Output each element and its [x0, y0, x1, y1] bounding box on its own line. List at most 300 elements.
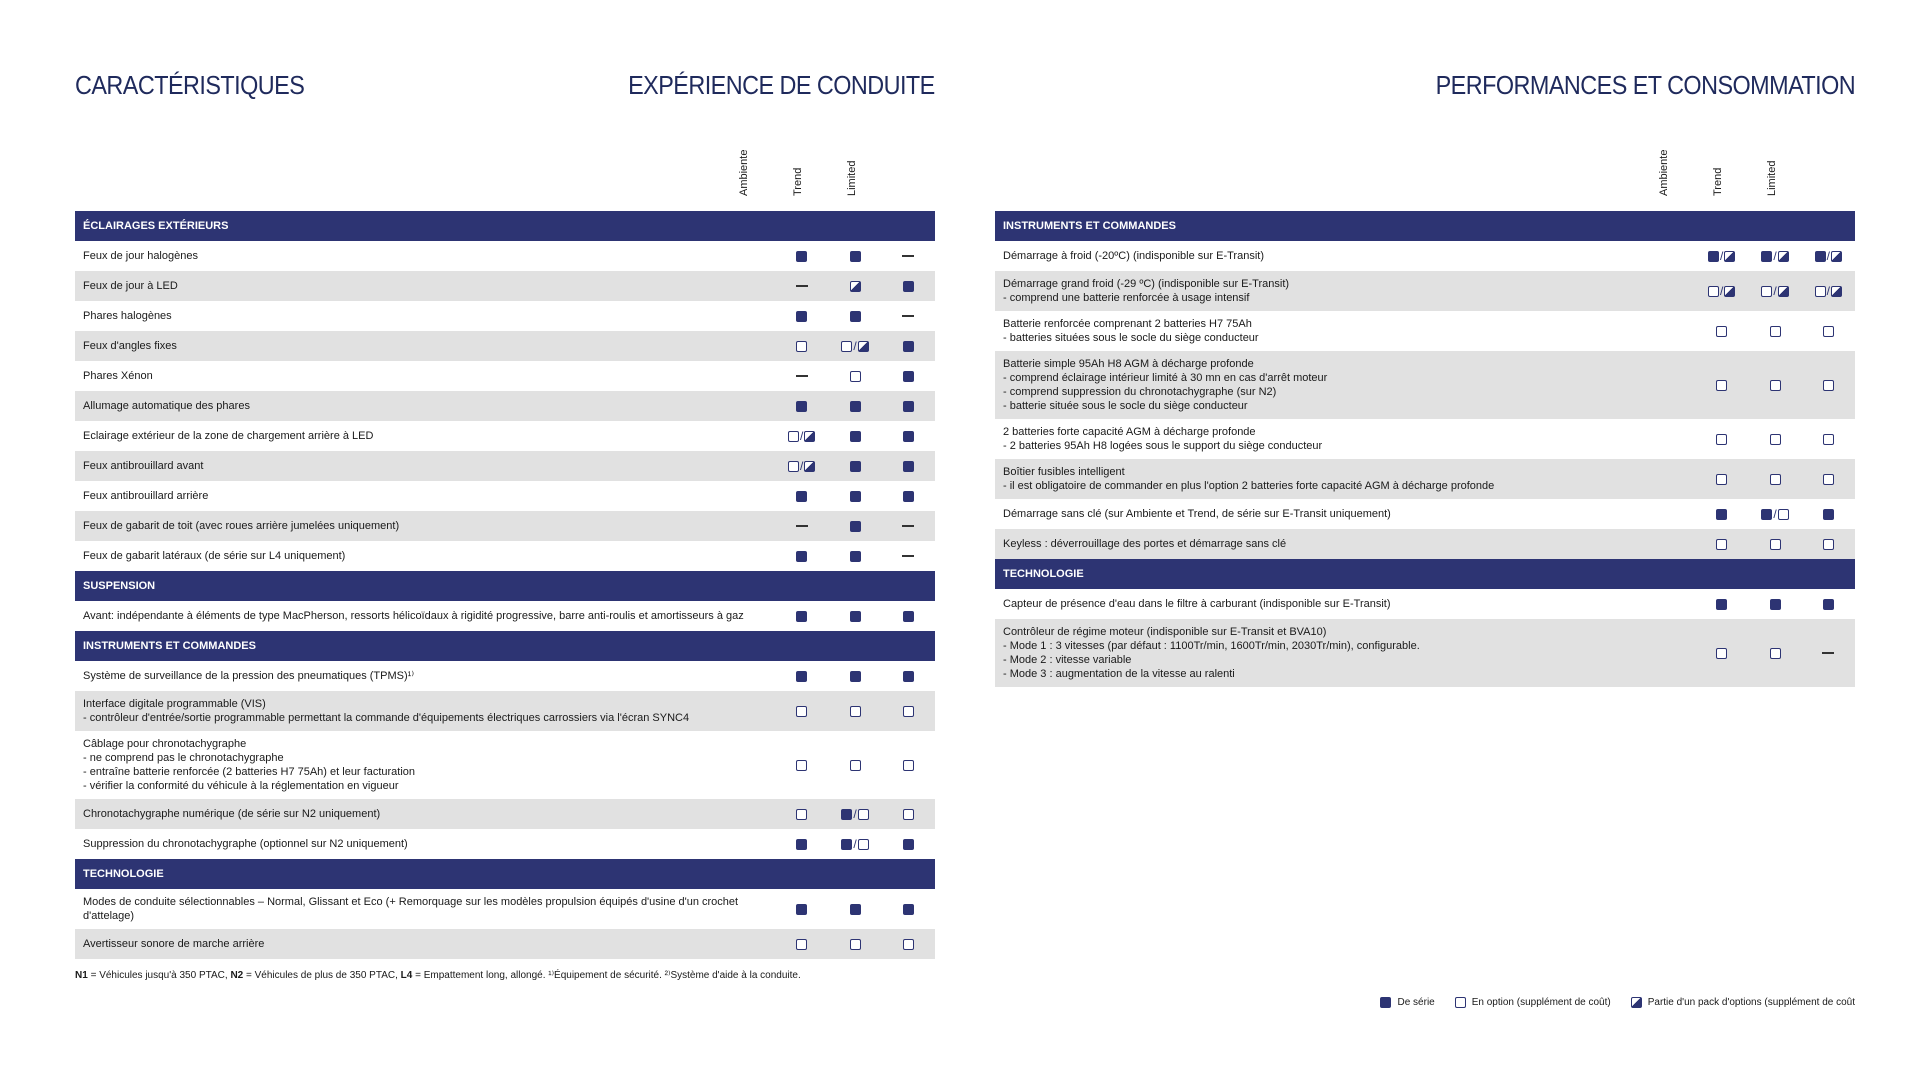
availability-cell: [775, 671, 828, 682]
availability-cells: [775, 706, 935, 717]
standard-square-icon: [1716, 509, 1727, 520]
availability-cell: [775, 281, 828, 292]
column-header-ambiente: Ambiente: [738, 149, 750, 196]
section-header: [75, 571, 935, 601]
availability-cell: [1695, 474, 1748, 485]
section-header: [995, 211, 1855, 241]
feature-label: Allumage automatique des phares: [83, 400, 250, 412]
availability-cell: [882, 339, 935, 353]
option-square-icon: [796, 760, 807, 771]
not-available-dash-icon: [1822, 652, 1834, 654]
table-row: [75, 541, 935, 571]
availability-cell: [882, 401, 935, 412]
availability-cells: [1695, 507, 1855, 521]
option-square-icon: [1823, 326, 1834, 337]
table-row: [995, 529, 1855, 559]
feature-label: Câblage pour chronotachygraphe - ne comprend pas le chronotachygraphe - entraîne batterie renforcée (2 batteries H7 75Ah) et leur facturation - vérifier la conformité du véhicule à la réglementation en vigueur: [83, 738, 416, 792]
standard-square-icon: [850, 251, 861, 262]
feature-label: Feux antibrouillard avant: [83, 460, 204, 472]
option-square-icon: [796, 809, 807, 820]
not-available-dash-icon: [796, 375, 808, 377]
feature-label: Démarrage grand froid (-29 ºC) (indisponible sur E-Transit) - comprend une batterie renforcée à usage intensif: [1003, 278, 1290, 304]
table-row: [75, 829, 935, 859]
slash-separator: /: [1720, 249, 1724, 263]
standard-square-icon: [850, 611, 861, 622]
availability-cell: [828, 807, 881, 821]
slash-separator: /: [1720, 284, 1724, 298]
availability-cell: [882, 551, 935, 562]
section-header: [75, 859, 935, 889]
table-row: [995, 271, 1855, 311]
standard-square-icon: [903, 401, 914, 412]
availability-cell: [1802, 284, 1855, 298]
availability-cell: [1695, 599, 1748, 610]
standard-square-icon: [796, 904, 807, 915]
standard-square-icon: [841, 809, 852, 820]
standard-square-icon: [796, 251, 807, 262]
availability-cells: [775, 371, 935, 382]
standard-square-icon: [903, 341, 914, 352]
pack-square-icon: [804, 431, 815, 442]
option-square-icon: [1708, 286, 1719, 297]
pack-square-icon: [1724, 286, 1735, 297]
slash-separator: /: [853, 837, 857, 851]
standard-square-icon: [1815, 251, 1826, 262]
standard-square-icon: [850, 521, 861, 532]
availability-cells: [775, 611, 935, 622]
pack-square-icon: [1831, 286, 1842, 297]
column-header-limited: Limited: [846, 160, 858, 196]
standard-square-icon: [1761, 251, 1772, 262]
column-headers: [995, 150, 1855, 208]
feature-label: Batterie renforcée comprenant 2 batteries H7 75Ah - batteries situées sous le socle du siège conducteur: [1003, 318, 1259, 344]
slash-separator: /: [1773, 284, 1777, 298]
option-square-icon: [796, 939, 807, 950]
feature-label: Feux de jour halogènes: [83, 250, 198, 262]
availability-cell: [882, 939, 935, 950]
table-row: [75, 929, 935, 959]
availability-cell: [882, 807, 935, 821]
standard-square-icon: [850, 671, 861, 682]
standard-square-icon: [796, 611, 807, 622]
availability-cell: [1802, 474, 1855, 485]
table-row: [995, 589, 1855, 619]
standard-square-icon: [903, 839, 914, 850]
option-square-icon: [1770, 380, 1781, 391]
availability-cell: [828, 671, 881, 682]
availability-cells: [775, 939, 935, 950]
availability-cell: [1695, 434, 1748, 445]
availability-cell: [1748, 539, 1801, 550]
availability-cell: [775, 339, 828, 353]
availability-cell: [1695, 326, 1748, 337]
availability-cell: [828, 429, 881, 443]
slash-separator: /: [800, 429, 804, 443]
availability-cell: [828, 837, 881, 851]
availability-cell: [775, 429, 828, 443]
option-square-icon: [1716, 539, 1727, 550]
table-row: [75, 889, 935, 929]
standard-square-icon: [850, 461, 861, 472]
table-row: [75, 421, 935, 451]
table-row: [75, 241, 935, 271]
availability-cell: [882, 706, 935, 717]
availability-cell: [882, 671, 935, 682]
availability-cell: [882, 521, 935, 532]
availability-cell: [882, 760, 935, 771]
availability-cells: [775, 491, 935, 502]
standard-square-icon: [850, 401, 861, 412]
pack-square-icon: [1778, 286, 1789, 297]
availability-cell: [1802, 434, 1855, 445]
section-title: ÉCLAIRAGES EXTÉRIEURS: [83, 220, 229, 232]
availability-cell: [775, 939, 828, 950]
availability-cell: [882, 611, 935, 622]
table-row: [995, 499, 1855, 529]
standard-square-icon: [796, 311, 807, 322]
table-row: [75, 451, 935, 481]
availability-cell: [828, 339, 881, 353]
option-square-icon: [1716, 648, 1727, 659]
availability-cell: [828, 401, 881, 412]
pack-square-icon: [850, 281, 861, 292]
availability-cell: [828, 491, 881, 502]
availability-cell: [1748, 507, 1801, 521]
standard-square-icon: [850, 904, 861, 915]
pack-square-icon: [1778, 251, 1789, 262]
feature-label: Contrôleur de régime moteur (indisponible sur E-Transit et BVA10) - Mode 1 : 3 vitesses (par défaut : 1100Tr/min, 1600Tr/min, 2030Tr/min), configurable. - Mode 2 : vitesse variable - Mode 3 : augmentation de la vitesse au ralenti: [1003, 626, 1420, 680]
option-square-icon: [788, 431, 799, 442]
availability-cells: [775, 837, 935, 851]
standard-square-icon: [796, 401, 807, 412]
availability-cells: [775, 521, 935, 532]
availability-cell: [828, 760, 881, 771]
table-row: [75, 271, 935, 301]
legend-item-pack: Partie d'un pack d'options (supplément de coût: [1631, 997, 1855, 1008]
availability-cell: [882, 281, 935, 292]
table-row: [995, 419, 1855, 459]
feature-label: Feux d'angles fixes: [83, 340, 177, 352]
availability-cell: [775, 251, 828, 262]
pack-square-icon: [858, 341, 869, 352]
table-row: [995, 459, 1855, 499]
standard-square-icon: [903, 671, 914, 682]
option-square-icon: [1455, 997, 1466, 1008]
feature-label: Feux de gabarit de toit (avec roues arrière jumelées uniquement): [83, 520, 400, 532]
standard-square-icon: [796, 491, 807, 502]
not-available-dash-icon: [796, 285, 808, 287]
standard-square-icon: [903, 281, 914, 292]
table-row: [75, 601, 935, 631]
availability-cell: [828, 939, 881, 950]
option-square-icon: [903, 706, 914, 717]
availability-cells: [1695, 380, 1855, 391]
table-row: [75, 301, 935, 331]
availability-cell: [1695, 249, 1748, 263]
option-square-icon: [850, 371, 861, 382]
feature-label: Boîtier fusibles intelligent - il est obligatoire de commander en plus l'option 2 batteries forte capacité AGM à décharge profonde: [1003, 466, 1495, 492]
availability-cell: [1802, 249, 1855, 263]
not-available-dash-icon: [902, 255, 914, 257]
standard-square-icon: [1380, 997, 1391, 1008]
feature-label: Phares halogènes: [83, 310, 172, 322]
option-square-icon: [1761, 286, 1772, 297]
column-header-trend: Trend: [792, 167, 804, 196]
availability-cells: [775, 311, 935, 322]
option-square-icon: [1716, 380, 1727, 391]
option-square-icon: [903, 939, 914, 950]
availability-cells: [775, 551, 935, 562]
table-row: [75, 511, 935, 541]
availability-cells: [775, 904, 935, 915]
option-square-icon: [1770, 648, 1781, 659]
column-header-limited: Limited: [1766, 160, 1778, 196]
page-title-caracteristiques: CARACTÉRISTIQUES: [75, 70, 305, 100]
feature-label: Démarrage sans clé (sur Ambiente et Trend, de série sur E-Transit uniquement): [1003, 508, 1391, 520]
availability-cell: [775, 371, 828, 382]
availability-cells: [775, 429, 935, 443]
availability-cell: [1802, 380, 1855, 391]
availability-cell: [828, 371, 881, 382]
standard-square-icon: [1823, 509, 1834, 520]
option-square-icon: [1716, 434, 1727, 445]
feature-label: Interface digitale programmable (VIS) - contrôleur d'entrée/sortie programmable permettant la commande d'équipements électriques carrossiers via l'écran SYNC4: [83, 698, 690, 724]
availability-cell: [828, 521, 881, 532]
option-square-icon: [1770, 326, 1781, 337]
option-square-icon: [1770, 434, 1781, 445]
availability-cell: [882, 837, 935, 851]
table-row: [75, 799, 935, 829]
feature-label: Démarrage à froid (-20ºC) (indisponible sur E-Transit): [1003, 250, 1264, 262]
option-square-icon: [1823, 539, 1834, 550]
not-available-dash-icon: [902, 315, 914, 317]
standard-square-icon: [903, 431, 914, 442]
availability-cell: [1802, 648, 1855, 659]
availability-cell: [828, 281, 881, 292]
availability-cell: [775, 706, 828, 717]
slash-separator: /: [1826, 249, 1830, 263]
option-square-icon: [903, 809, 914, 820]
option-square-icon: [1770, 474, 1781, 485]
option-square-icon: [1823, 380, 1834, 391]
standard-square-icon: [1708, 251, 1719, 262]
pack-square-icon: [804, 461, 815, 472]
availability-cell: [1695, 507, 1748, 521]
standard-square-icon: [1823, 599, 1834, 610]
feature-label: Chronotachygraphe numérique (de série sur N2 uniquement): [83, 808, 381, 820]
availability-cell: [1695, 284, 1748, 298]
option-square-icon: [841, 341, 852, 352]
table-row: [75, 661, 935, 691]
option-square-icon: [903, 760, 914, 771]
feature-label: Phares Xénon: [83, 370, 153, 382]
feature-label: Système de surveillance de la pression des pneumatiques (TPMS)¹⁾: [83, 670, 415, 682]
availability-cell: [882, 459, 935, 473]
availability-cell: [1695, 380, 1748, 391]
availability-cell: [828, 611, 881, 622]
option-square-icon: [1716, 474, 1727, 485]
availability-cell: [828, 311, 881, 322]
availability-cells: [775, 807, 935, 821]
availability-cells: [1695, 434, 1855, 445]
standard-square-icon: [903, 491, 914, 502]
availability-cell: [1748, 284, 1801, 298]
option-square-icon: [1778, 509, 1789, 520]
availability-cells: [1695, 539, 1855, 550]
page-title-performances: PERFORMANCES ET CONSOMMATION: [1435, 70, 1855, 100]
feature-label: Feux de jour à LED: [83, 280, 178, 292]
availability-cells: [775, 281, 935, 292]
availability-cell: [828, 251, 881, 262]
availability-cell: [1802, 599, 1855, 610]
section-title: INSTRUMENTS ET COMMANDES: [83, 640, 256, 652]
table-row: [995, 311, 1855, 351]
standard-square-icon: [796, 671, 807, 682]
availability-cell: [1802, 326, 1855, 337]
option-square-icon: [796, 341, 807, 352]
availability-cells: [775, 671, 935, 682]
slash-separator: /: [1773, 507, 1777, 521]
availability-cell: [828, 459, 881, 473]
standard-square-icon: [1716, 599, 1727, 610]
table-row: [995, 351, 1855, 419]
standard-square-icon: [903, 611, 914, 622]
feature-label: Modes de conduite sélectionnables – Normal, Glissant et Eco (+ Remorquage sur les modèles propulsion équipés d'usine d'un crochet d'attelage): [83, 896, 739, 922]
table-row: [75, 731, 935, 799]
availability-cells: [1695, 284, 1855, 298]
availability-cell: [882, 491, 935, 502]
legend: [1380, 997, 1855, 1008]
table-row: [75, 361, 935, 391]
option-square-icon: [1716, 326, 1727, 337]
left-feature-table: [75, 211, 935, 959]
feature-label: Avertisseur sonore de marche arrière: [83, 938, 265, 950]
section-title: TECHNOLOGIE: [83, 868, 164, 880]
slash-separator: /: [853, 339, 857, 353]
not-available-dash-icon: [902, 525, 914, 527]
section-header: [75, 211, 935, 241]
availability-cell: [882, 251, 935, 262]
section-header: [75, 631, 935, 661]
not-available-dash-icon: [902, 555, 914, 557]
availability-cells: [1695, 326, 1855, 337]
availability-cell: [775, 521, 828, 532]
availability-cell: [882, 311, 935, 322]
standard-square-icon: [850, 491, 861, 502]
availability-cell: [1748, 648, 1801, 659]
availability-cell: [775, 401, 828, 412]
option-square-icon: [850, 760, 861, 771]
standard-square-icon: [1770, 599, 1781, 610]
availability-cell: [775, 311, 828, 322]
availability-cell: [828, 706, 881, 717]
standard-square-icon: [850, 431, 861, 442]
standard-square-icon: [796, 839, 807, 850]
legend-item-standard: De série: [1380, 997, 1434, 1008]
availability-cells: [775, 251, 935, 262]
column-header-ambiente: Ambiente: [1658, 149, 1670, 196]
availability-cell: [1748, 599, 1801, 610]
availability-cell: [1748, 249, 1801, 263]
availability-cell: [1748, 474, 1801, 485]
availability-cell: [775, 807, 828, 821]
availability-cell: [828, 904, 881, 915]
pack-square-icon: [1724, 251, 1735, 262]
availability-cell: [882, 371, 935, 382]
footnote: N1 = Véhicules jusqu'à 350 PTAC, N2 = Véhicules de plus de 350 PTAC, L4 = Empattement long, allongé. ¹⁾Équipement de sécurité. ²⁾Système d'aide à la conduite.: [75, 970, 801, 981]
option-square-icon: [796, 706, 807, 717]
availability-cell: [1802, 507, 1855, 521]
feature-label: Keyless : déverrouillage des portes et démarrage sans clé: [1003, 538, 1287, 550]
legend-item-option: En option (supplément de coût): [1455, 997, 1611, 1008]
availability-cell: [775, 459, 828, 473]
option-square-icon: [858, 809, 869, 820]
standard-square-icon: [850, 551, 861, 562]
availability-cell: [1695, 648, 1748, 659]
slash-separator: /: [853, 807, 857, 821]
slash-separator: /: [1773, 249, 1777, 263]
standard-square-icon: [903, 904, 914, 915]
standard-square-icon: [903, 371, 914, 382]
option-square-icon: [858, 839, 869, 850]
standard-square-icon: [850, 311, 861, 322]
availability-cell: [1748, 434, 1801, 445]
page-title-experience: EXPÉRIENCE DE CONDUITE: [628, 70, 935, 100]
table-row: [75, 331, 935, 361]
feature-label: Batterie simple 95Ah H8 AGM à décharge profonde - comprend éclairage intérieur limité à 30 mn en cas d'arrêt moteur - comprend suppression du chronotachygraphe (sur N2) - batterie située sous le socle du siège conducteur: [1003, 358, 1328, 412]
feature-label: Suppression du chronotachygraphe (optionnel sur N2 uniquement): [83, 838, 408, 850]
feature-label: Eclairage extérieur de la zone de chargement arrière à LED: [83, 430, 374, 442]
availability-cell: [828, 551, 881, 562]
feature-label: Feux antibrouillard arrière: [83, 490, 209, 502]
standard-square-icon: [1761, 509, 1772, 520]
availability-cells: [775, 401, 935, 412]
option-square-icon: [1823, 474, 1834, 485]
table-row: [75, 391, 935, 421]
column-headers: [75, 150, 935, 208]
availability-cell: [1748, 380, 1801, 391]
availability-cell: [882, 904, 935, 915]
availability-cell: [775, 551, 828, 562]
availability-cells: [1695, 648, 1855, 659]
section-title: SUSPENSION: [83, 580, 156, 592]
feature-label: Avant: indépendante à éléments de type MacPherson, ressorts hélicoïdaux à rigidité progressive, barre anti-roulis et amortisseurs à gaz: [83, 610, 744, 622]
standard-square-icon: [903, 461, 914, 472]
availability-cells: [775, 760, 935, 771]
availability-cells: [1695, 474, 1855, 485]
option-square-icon: [1770, 539, 1781, 550]
availability-cell: [775, 491, 828, 502]
availability-cell: [1695, 539, 1748, 550]
column-header-trend: Trend: [1712, 167, 1724, 196]
standard-square-icon: [841, 839, 852, 850]
option-square-icon: [850, 939, 861, 950]
availability-cell: [882, 429, 935, 443]
section-title: INSTRUMENTS ET COMMANDES: [1003, 220, 1176, 232]
availability-cell: [775, 611, 828, 622]
section-header: [995, 559, 1855, 589]
not-available-dash-icon: [796, 525, 808, 527]
right-feature-table: [995, 211, 1855, 687]
option-square-icon: [1815, 286, 1826, 297]
option-square-icon: [788, 461, 799, 472]
table-row: [995, 619, 1855, 687]
table-row: [75, 691, 935, 731]
standard-square-icon: [796, 551, 807, 562]
table-row: [75, 481, 935, 511]
availability-cells: [1695, 599, 1855, 610]
feature-label: Feux de gabarit latéraux (de série sur L4 uniquement): [83, 550, 346, 562]
